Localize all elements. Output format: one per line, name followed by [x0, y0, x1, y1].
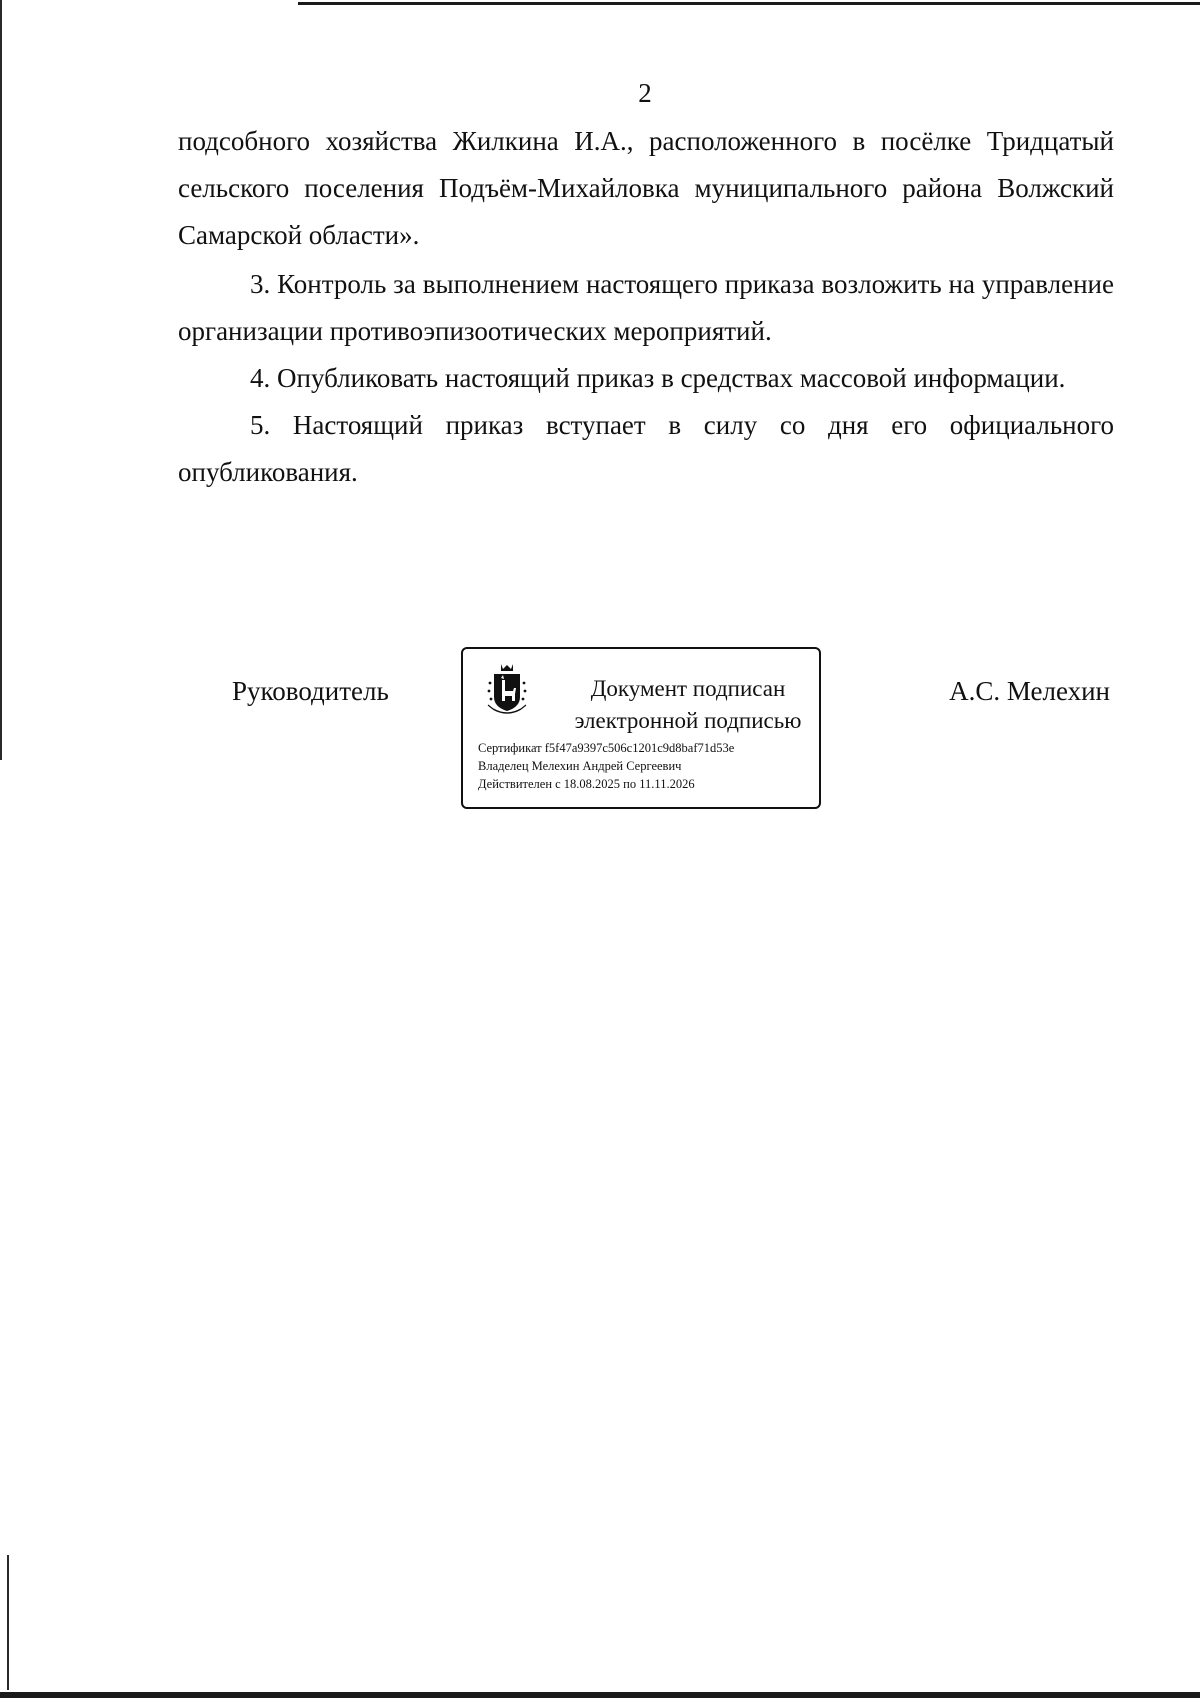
signer-name: А.С. Мелехин: [949, 676, 1110, 706]
electronic-signature-stamp: [461, 647, 821, 809]
document-body: [178, 118, 1114, 496]
page-number: 2: [638, 78, 652, 108]
scan-border-top: [298, 2, 1200, 5]
paragraph-4: 4. Опубликовать настоящий приказ в средствах массовой информации.: [250, 363, 1066, 393]
certificate-owner: Владелец Мелехин Андрей Сергеевич: [478, 759, 682, 773]
paragraph-3: 3. Контроль за выполнением настоящего приказа возложить на управление организации противоэпизоотических мероприятий.: [178, 269, 1114, 346]
stamp-heading: [558, 673, 818, 737]
stamp-heading-line1: Документ подписан: [590, 676, 786, 701]
paragraph-5: 5. Настоящий приказ вступает в силу со дня его официального опубликования.: [178, 410, 1114, 487]
scan-border-left-lower: [7, 1555, 9, 1690]
scan-border-left: [0, 0, 2, 760]
samara-region-coat-of-arms-icon: [485, 661, 529, 719]
stamp-details: [478, 739, 818, 793]
certificate-number: Сертификат f5f47a9397c506c1201c9d8baf71d53e: [478, 741, 735, 755]
scan-border-bottom: [0, 1692, 1200, 1698]
stamp-heading-line2: электронной подписью: [574, 708, 802, 733]
certificate-validity: Действителен с 18.08.2025 по 11.11.2026: [478, 777, 695, 791]
paragraph-continued: подсобного хозяйства Жилкина И.А., расположенного в посёлке Тридцатый сельского поселения Подъём-Михайловка муниципального района Волжский Самарской области».: [178, 126, 1114, 250]
signer-position: Руководитель: [232, 676, 389, 706]
